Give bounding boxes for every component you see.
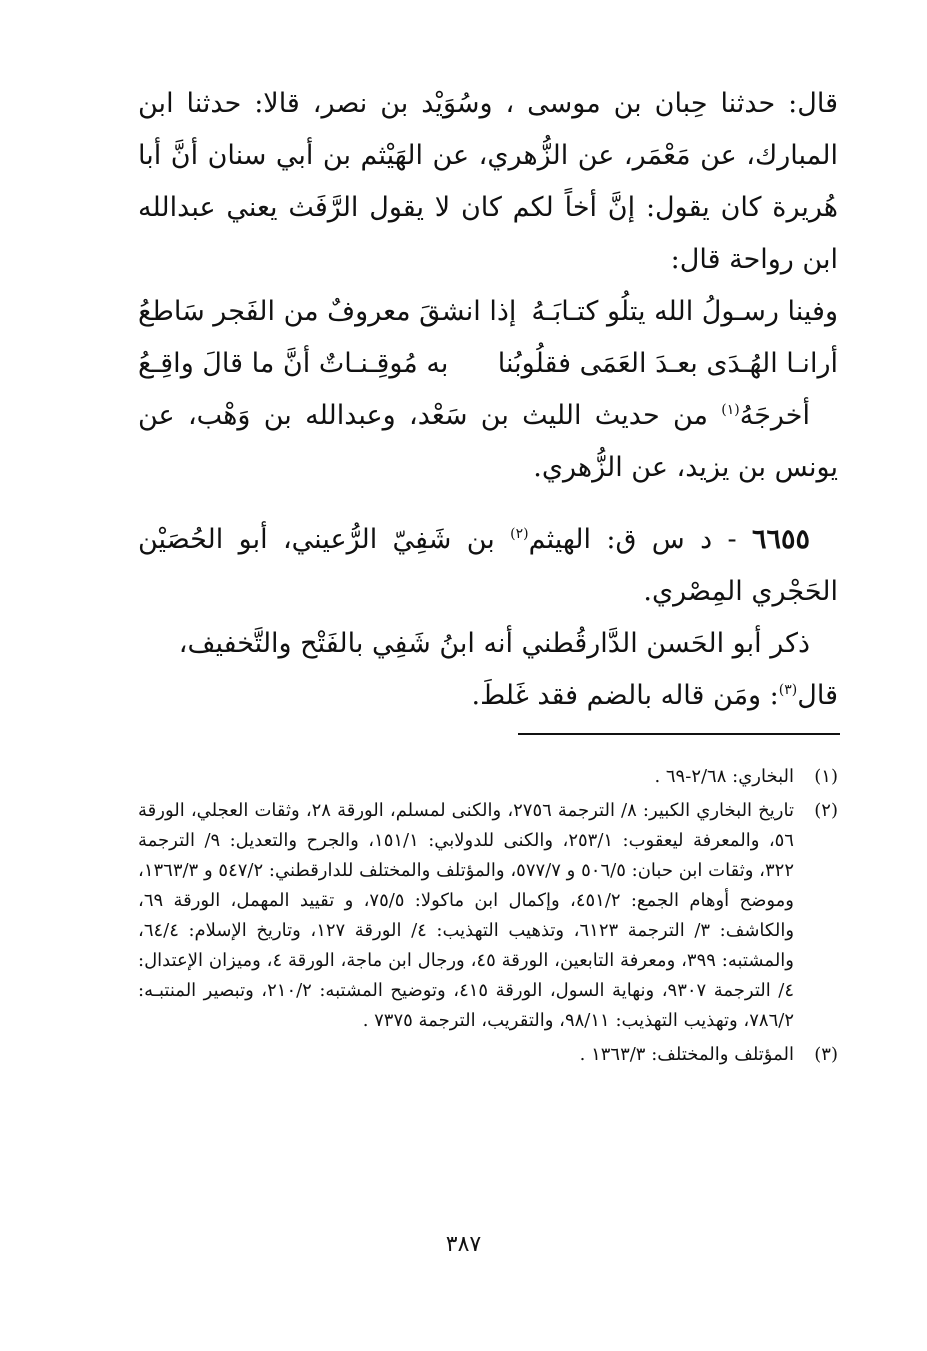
takhrij-paragraph <box>138 390 838 494</box>
footnote-number: (٣) <box>814 1044 838 1065</box>
daraqutni-line-1: ذكر أبو الحَسن الدَّارقُطني أنه ابنُ شَفِي بالفَتْح والتَّخفيف، <box>178 628 810 659</box>
entry-name-part-2: بن شَفِيّ الرُّعيني، أبو الحُصَيْن الحَجْري المِصْري. <box>138 524 838 607</box>
daraqutni-rest: : ومَن قاله بالضم فقد غَلطَ. <box>471 680 779 711</box>
footnote-item <box>138 1040 838 1070</box>
daraqutni-paragraph <box>138 618 838 722</box>
entry-heading <box>138 514 838 618</box>
footnote-separator <box>518 733 840 735</box>
page-number: ٣٨٧ <box>445 1232 482 1257</box>
verse-1-first-hemistich: وفينا رسـولُ الله يتلُو كتـابَـهُ <box>531 296 838 327</box>
footnote-ref-2: (٢) <box>510 526 529 542</box>
poem-verses <box>138 286 838 390</box>
daraqutni-qala: قال <box>797 680 838 711</box>
footnotes-section <box>138 762 838 1074</box>
verse-2-second-hemistich: به مُوقِـنـاتٌ أنَّ ما قالَ واقِـعُ <box>138 348 449 379</box>
footnote-text: المؤتلف والمختلف: ١٣٦٣/٣ . <box>579 1044 794 1065</box>
footnote-number: (١) <box>814 766 838 787</box>
footnote-text: البخاري: ٢/٦٨-٦٩ . <box>654 766 794 787</box>
footnote-ref-1: (١) <box>721 402 740 418</box>
verse-line-2 <box>138 338 838 390</box>
footnote-ref-3: (٣) <box>778 682 798 698</box>
main-text-block <box>138 78 838 722</box>
footnote-item <box>138 796 838 1036</box>
verse-1-second-hemistich: إذا انشقَ معروفٌ من الفَجر سَاطعُ <box>138 296 517 327</box>
footnote-item <box>138 762 838 792</box>
footnote-number: (٢) <box>814 800 838 821</box>
takhrij-rest: من حديث الليث بن سَعْد، وعبدالله بن وَهْب، عن يونس بن يزيد، عن الزُّهري. <box>138 400 838 483</box>
verse-2-first-hemistich: أرانـا الهُـدَى بعـدَ العَمَى فقلُوبُنا <box>497 348 838 379</box>
entry-number: ٦٦٥٥ <box>751 524 810 555</box>
verse-line-1 <box>138 286 838 338</box>
takhrij-start: أخرجَهُ <box>739 400 810 431</box>
entry-name-part-1: - د س ق: الهيثم <box>528 524 752 555</box>
footnote-text: تاريخ البخاري الكبير: ٨/ الترجمة ٢٧٥٦، والكنى لمسلم، الورقة ٢٨، وثقات العجلي، الورقة ٥٦، والمعرفة ليعقوب: ٢٥٣/١، والكنى للدولابي: ١٥١/١، والجرح والتعديل: ٩/ الترجمة ٣٢٢، وثقات ابن حبان: ٥٠٦/٥ و ٥٧٧/٧، والمؤتلف والمختلف للدارقطني: ٥٤٧/٢ و ١٣٦٣/٣، وموضح أوهام الجمع: ٤٥١/٢، وإكمال ابن ماكولا: ٧٥/٥، و تقييد المهمل، الورقة ٦٩، والكاشف: ٣/ الترجمة ٦١٢٣، وتذهيب التهذيب: ٤/ الورقة ١٢٧، وتاريخ الإسلام: ٦٤/٤، والمشتبه: ٣٩٩، ومعرفة التابعين، الورقة ٤٥، ورجال ابن ماجة، الورقة ٤، وميزان الإعتدال: ٤/ الترجمة ٩٣٠٧، ونهاية السول، الورقة ٤١٥، وتوضيح المشتبه: ٢١٠/٢، وتبصير المنتبـه: ٧٨٦/٢، وتهذيب التهذيب: ٩٨/١١، والتقريب، الترجمة ٧٣٧٥ . <box>138 800 795 1031</box>
hadith-paragraph: قال: حدثنا حِبان بن موسى ، وسُوَيْد بن نصر، قالا: حدثنا ابن المبارك، عن مَعْمَر، عن الزُّهري، عن الهَيْثم بن أبي سنان أنَّ أبا هُريرة كان يقول: إنَّ أخاً لكم كان لا يقول الرَّفَث يعني عبدالله ابن رواحة قال: <box>138 88 838 275</box>
